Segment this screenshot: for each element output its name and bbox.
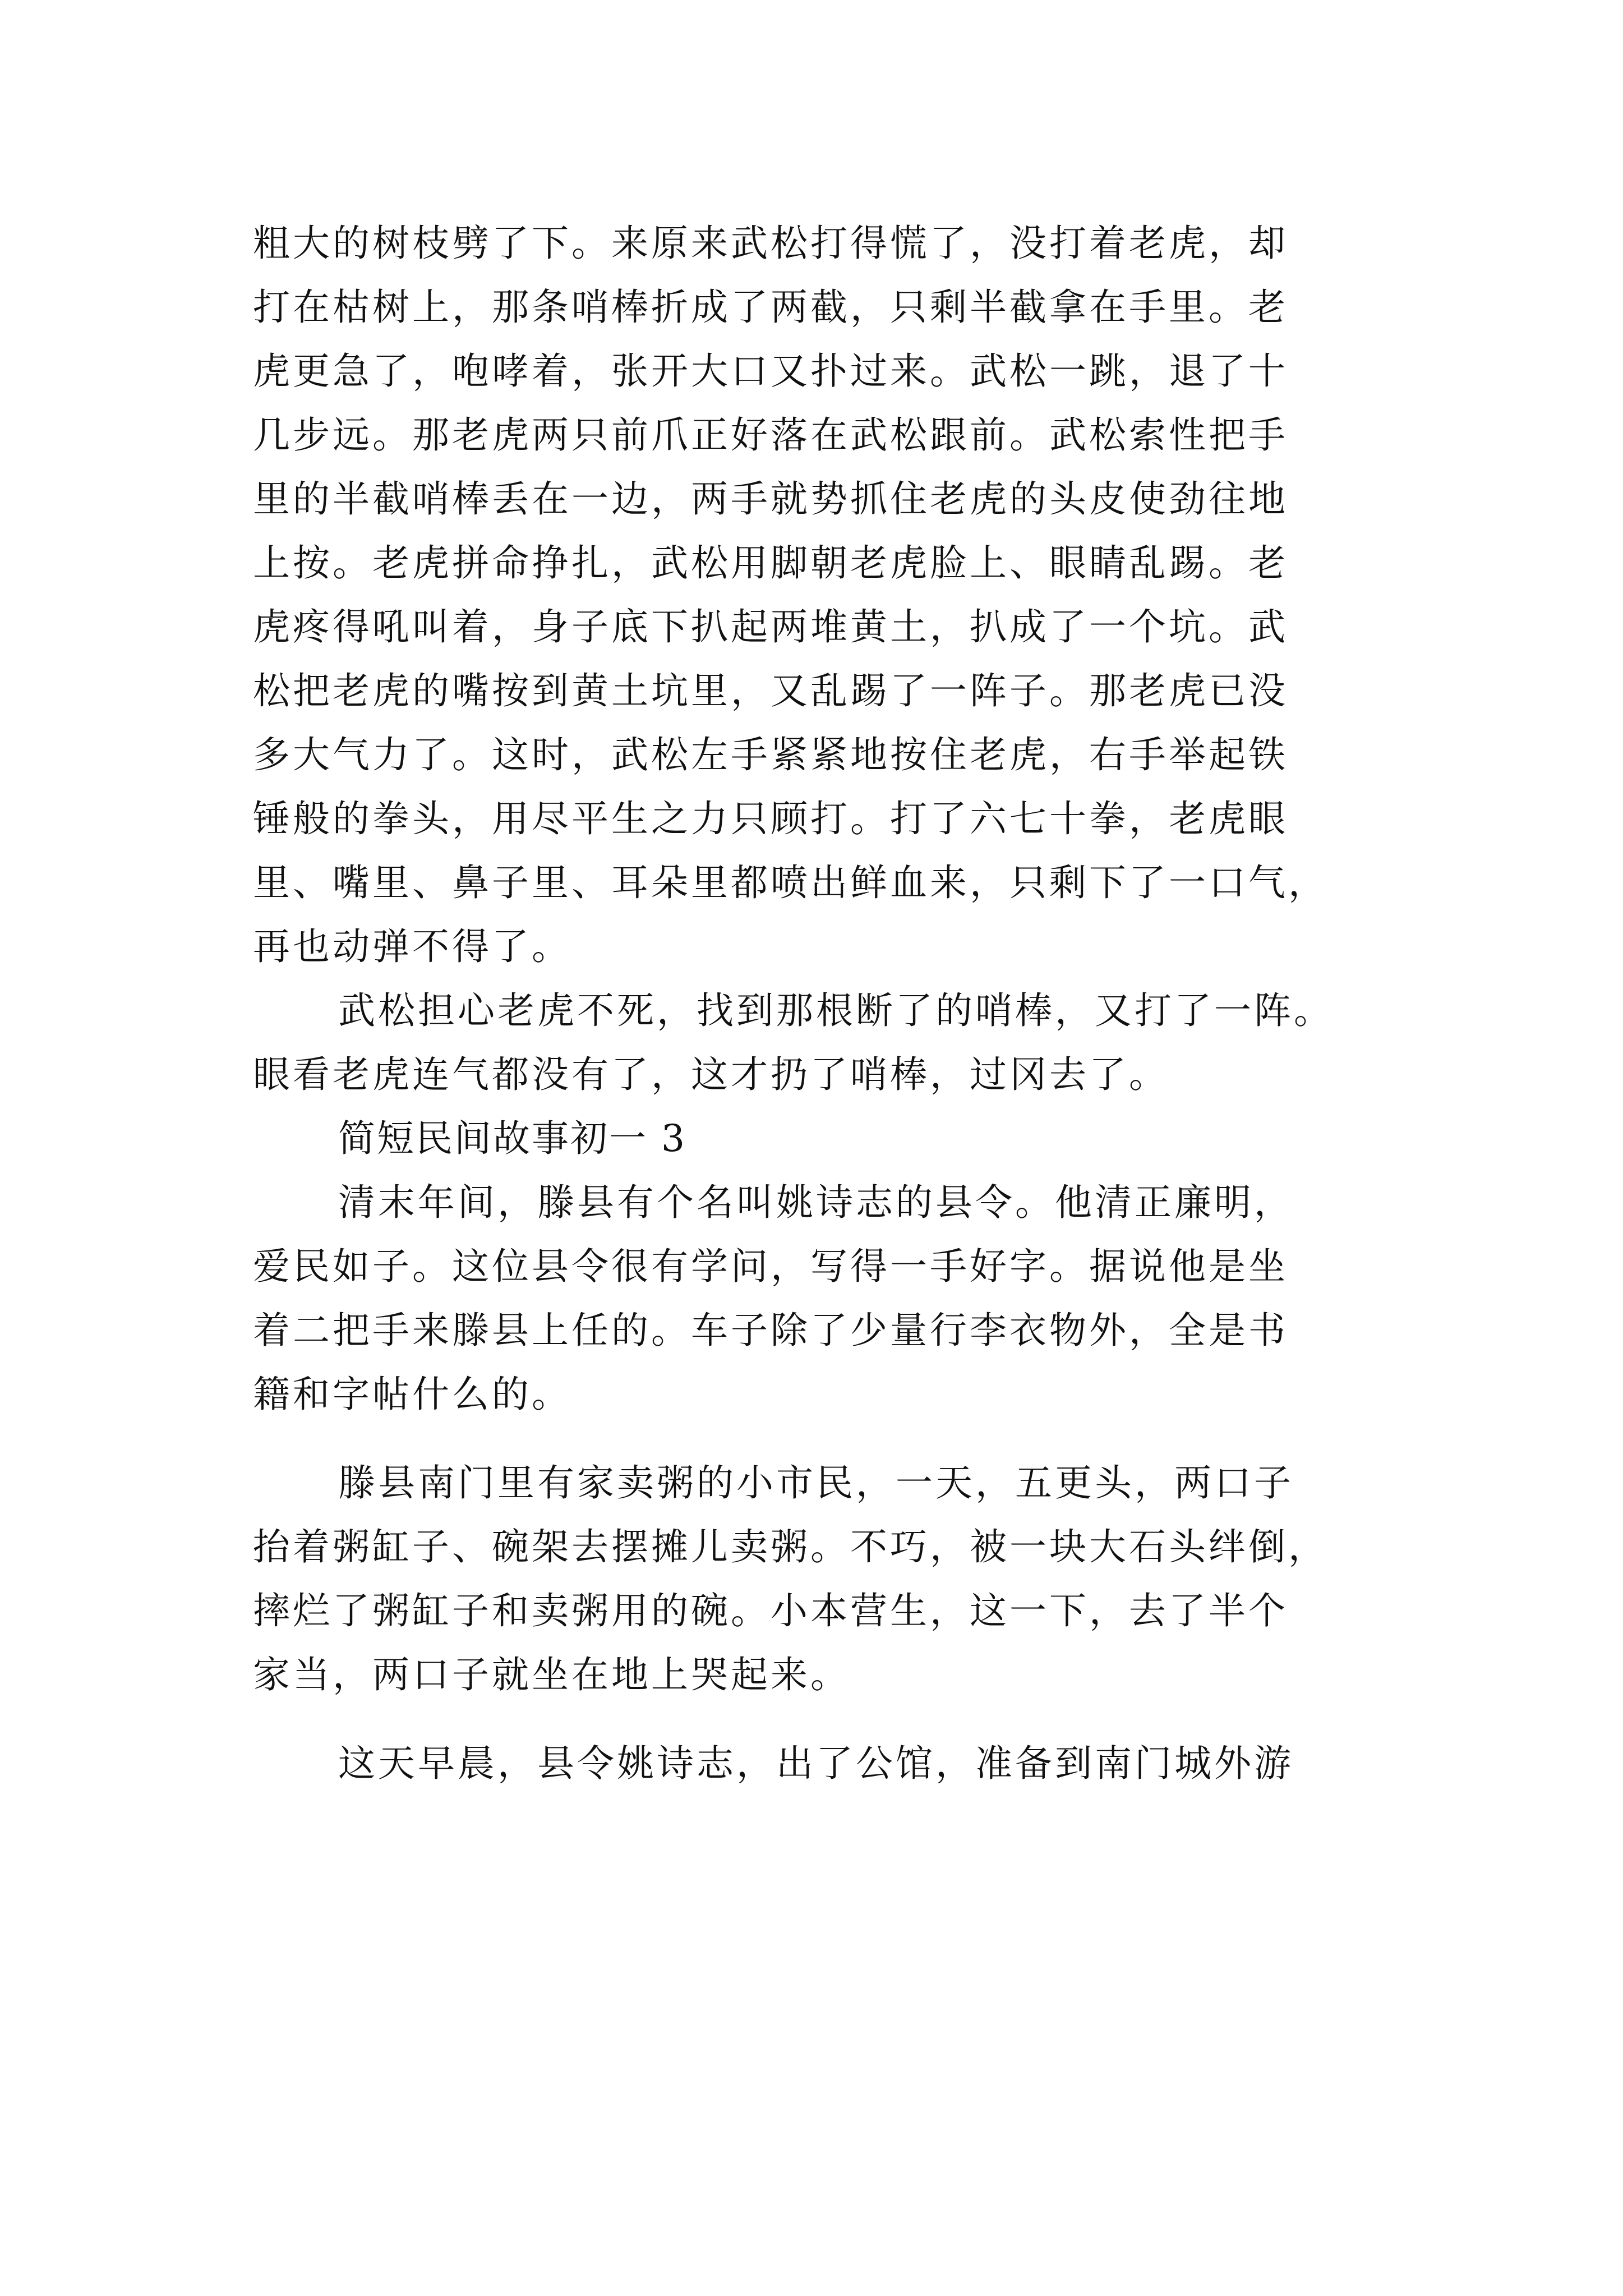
text-line: 抬着粥缸子、碗架去摆摊儿卖粥。不巧，被一块大石头绊倒， [253,1525,1328,1568]
text-line: 眼看老虎连气都没有了，这才扔了哨棒，过冈去了。 [253,1053,1169,1096]
text-line: 摔烂了粥缸子和卖粥用的碗。小本营生，这一下，去了半个 [253,1589,1288,1632]
text-line: 几步远。那老虎两只前爪正好落在武松跟前。武松索性把手 [253,413,1288,457]
text-line: 里、嘴里、鼻子里、耳朵里都喷出鲜血来，只剩下了一口气， [253,861,1328,904]
text-line: 上按。老虎拼命挣扎，武松用脚朝老虎脸上、眼睛乱踢。老 [253,541,1288,585]
text-line: 多大气力了。这时，武松左手紧紧地按住老虎，右手举起铁 [253,733,1288,776]
text-line: 打在枯树上，那条哨棒折成了两截，只剩半截拿在手里。老 [253,286,1288,329]
text-line: 锤般的拳头，用尽平生之力只顾打。打了六七十拳，老虎眼 [253,797,1288,840]
text-line: 再也动弹不得了。 [253,925,571,968]
text-line: 滕县南门里有家卖粥的小市民，一天，五更头，两口子 [338,1461,1294,1504]
text-line: 虎疼得吼叫着，身子底下扒起两堆黄土，扒成了一个坑。武 [253,605,1288,648]
text-line: 里的半截哨棒丢在一边，两手就势抓住老虎的头皮使劲往地 [253,477,1288,521]
text-line: 松把老虎的嘴按到黄土坑里，又乱踢了一阵子。那老虎已没 [253,669,1288,712]
text-line: 家当，两口子就坐在地上哭起来。 [253,1653,850,1696]
text-line: 爱民如子。这位县令很有学问，写得一手好字。据说他是坐 [253,1245,1288,1288]
text-line: 粗大的树枝劈了下。来原来武松打得慌了，没打着老虎，却 [253,222,1288,265]
text-line: 这天早晨，县令姚诗志，出了公馆，准备到南门城外游 [338,1742,1294,1785]
section-heading: 简短民间故事初一 3 [338,1117,686,1160]
text-line: 着二把手来滕县上任的。车子除了少量行李衣物外，全是书 [253,1309,1288,1352]
text-line: 籍和字帖什么的。 [253,1373,571,1416]
text-line: 虎更急了，咆哮着，张开大口又扑过来。武松一跳，退了十 [253,349,1288,393]
text-line: 清末年间，滕县有个名叫姚诗志的县令。他清正廉明， [338,1181,1294,1224]
text-line: 武松担心老虎不死，找到那根断了的哨棒，又打了一阵。 [338,989,1334,1032]
